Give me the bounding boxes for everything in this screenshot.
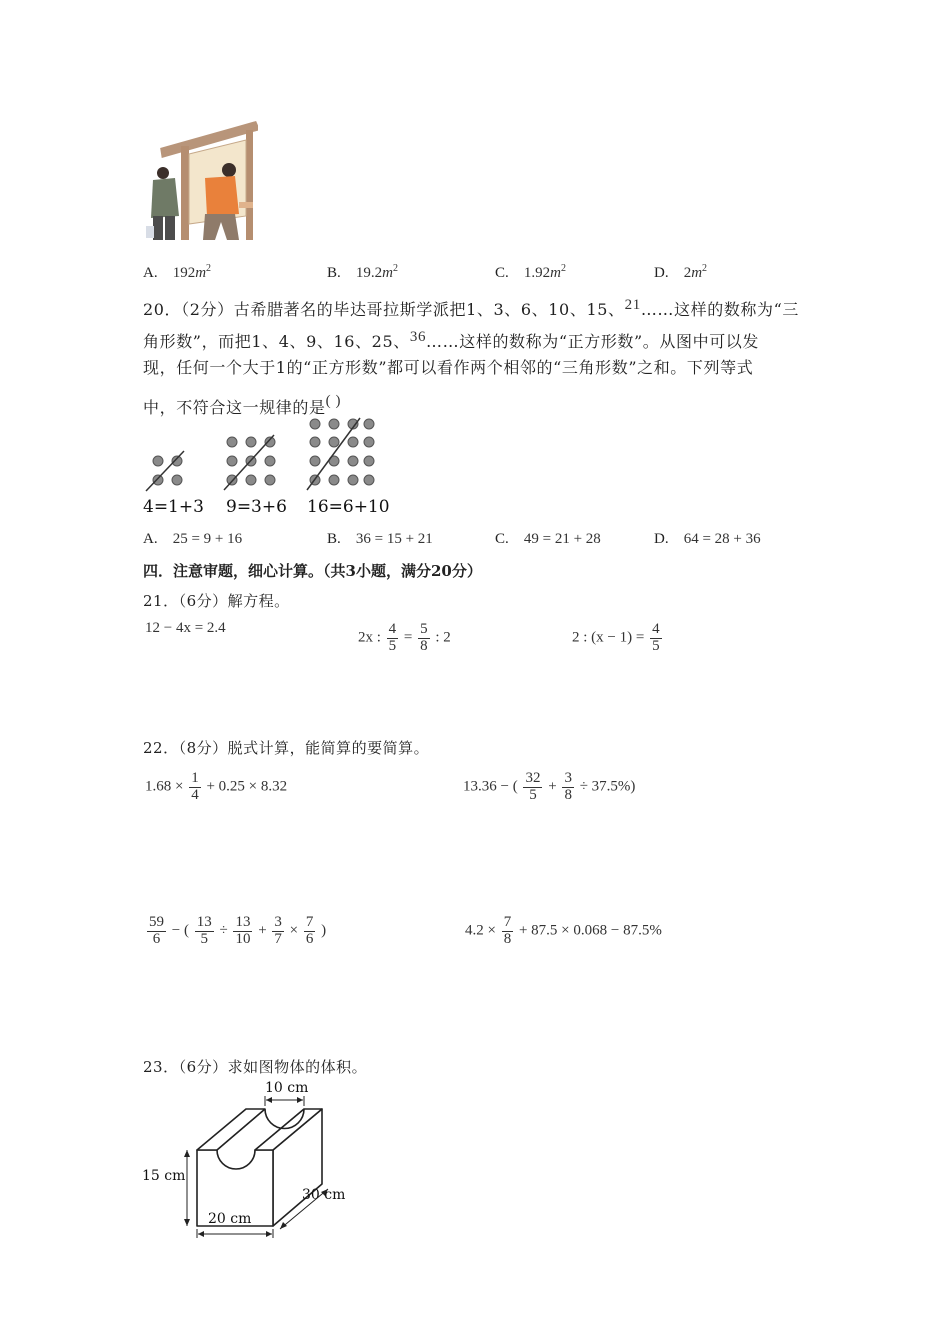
option-value: 25 = 9 + 16 — [172, 531, 243, 547]
q20-line-4: 中，不符合这一规律的是( ) — [143, 393, 342, 417]
dim-label-top: 10 cm — [265, 1080, 309, 1096]
q20-line-3: 现，任何一个大于1的“正方形数”都可以看作两个相邻的“三角形数”之和。下列等式 — [143, 358, 754, 377]
option-value: $19.2m^2$ — [355, 263, 398, 281]
q22-expression-1: 1.68 × $\frac{1}{4}$ + 0.25 × 8.32 — [145, 770, 288, 803]
q22-title: 22．（8分）脱式计算，能简算的要简算。 — [143, 739, 430, 757]
channel-block-diagram — [140, 1078, 370, 1238]
section-heading: 四．注意审题，细心计算。（共3小题，满分20分） — [143, 562, 482, 580]
option-letter: A. — [143, 531, 158, 547]
q22-expression-3: $\frac{59}{6}$ − ( $\frac{13}{5}$ ÷ $\frac{13}{10}$ + $\frac{3}{7}$ × $\frac{7}{6}$ ) — [149, 914, 327, 947]
q19-option-b[interactable] — [327, 262, 398, 282]
answer-blank: ( ) — [325, 393, 342, 409]
q21-title: 21．（6分）解方程。 — [143, 592, 290, 610]
option-value: 64 = 28 + 36 — [683, 531, 761, 547]
dim-label-left: 15 cm — [142, 1168, 186, 1184]
option-letter: B. — [327, 531, 341, 547]
q20-option-a[interactable] — [143, 528, 242, 548]
q23-title: 23．（6分）求如图物体的体积。 — [143, 1058, 368, 1076]
q20-line-1: 20．（2分）古希腊著名的毕达哥拉斯学派把1、3、6、10、15、21……这样的数称为“三 — [143, 297, 799, 319]
q19-option-d[interactable] — [654, 262, 707, 282]
q22-expression-4: 4.2 × $\frac{7}{8}$ + 87.5 × 0.068 − 87.5% — [465, 914, 662, 947]
dim-label-depth: 30 cm — [302, 1187, 346, 1203]
q19-option-c[interactable] — [495, 262, 566, 282]
option-letter: C. — [495, 265, 509, 281]
q20-option-c[interactable] — [495, 528, 601, 548]
q20-option-d[interactable] — [654, 528, 761, 548]
q19-option-a[interactable] — [143, 262, 211, 282]
option-value: $1.92m^2$ — [523, 263, 566, 281]
q20-option-b[interactable] — [327, 528, 433, 548]
figure-label-1: 4=1+3 — [143, 497, 204, 517]
q21-equation-1: 12 − 4x = 2.4 — [145, 620, 226, 636]
option-value: 49 = 21 + 28 — [523, 531, 601, 547]
option-letter: C. — [495, 531, 509, 547]
q21-equation-3: 2 : (x − 1) = $\frac{4}{5}$ — [572, 621, 660, 654]
option-letter: B. — [327, 265, 341, 281]
dots-4x4 — [310, 419, 374, 485]
figure-label-2: 9=3+6 — [226, 497, 287, 517]
figure-label-3: 16=6+10 — [307, 497, 390, 517]
q22-expression-2: 13.36 − ( $\frac{32}{5}$ + $\frac{3}{8}$ ÷ 37.5%) — [463, 770, 636, 803]
option-letter: D. — [654, 265, 669, 281]
q21-equation-2: 2x : $\frac{4}{5}$ = $\frac{5}{8}$ : 2 — [358, 621, 451, 654]
dim-label-bottom: 20 cm — [208, 1211, 252, 1227]
q20-line-2: 角形数”，而把1、4、9、16、25、36……这样的数称为“正方形数”。从图中可以发 — [143, 329, 760, 351]
option-letter: A. — [143, 265, 158, 281]
option-value: 36 = 15 + 21 — [355, 531, 433, 547]
dots-2x2 — [153, 456, 182, 485]
option-value: $2m^2$ — [683, 263, 708, 281]
bulletin-board-illustration — [143, 118, 258, 243]
option-value: $192m^2$ — [172, 263, 212, 281]
option-letter: D. — [654, 531, 669, 547]
